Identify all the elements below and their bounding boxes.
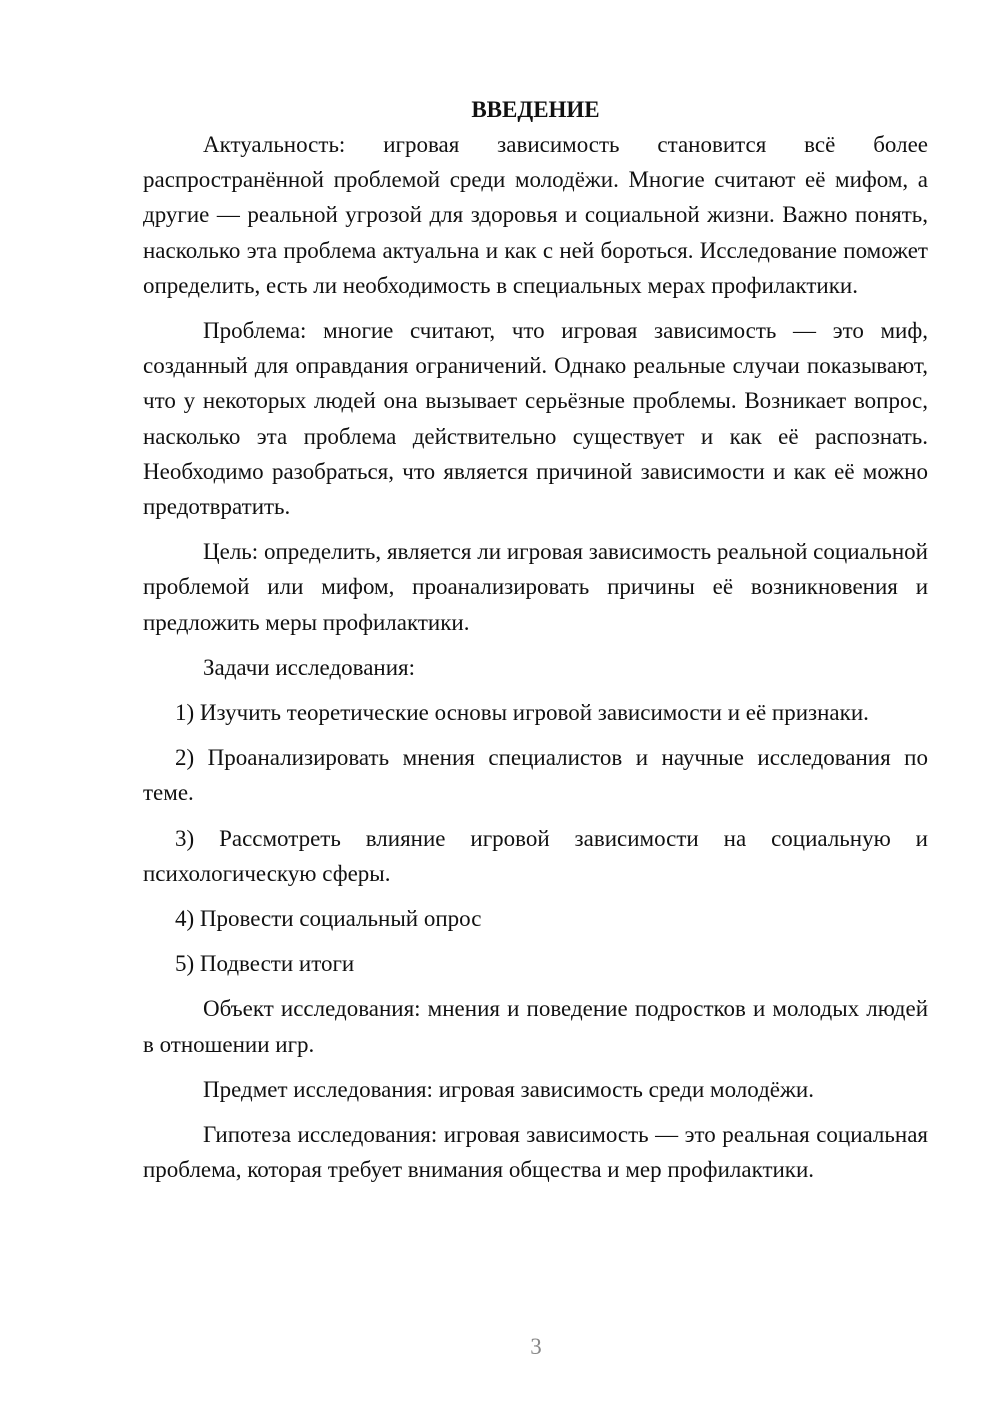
list-item-task-4: 4) Провести социальный опрос xyxy=(175,906,482,932)
paragraph-object: Объект исследования: мнения и поведение подростков и молодых людей в отношении игр. xyxy=(143,996,928,1057)
paragraph-tasks-heading: Задачи исследования: xyxy=(203,654,416,680)
paragraph-goal: Цель: определить, является ли игровая зависимость реальной социальной проблемой или мифом, проанализировать причины её возникновения и предложить меры профилактики. xyxy=(143,539,928,635)
paragraph-hypothesis: Гипотеза исследования: игровая зависимость — это реальная социальная проблема, которая требует внимания общества и мер профилактики. xyxy=(143,1122,928,1183)
list-item-task-3: 3) Рассмотреть влияние игровой зависимости на социальную и психологическую сферы. xyxy=(143,825,928,886)
section-title: ВВЕДЕНИЕ xyxy=(471,97,600,122)
page-number: 3 xyxy=(530,1334,542,1359)
list-item-task-1: 1) Изучить теоретические основы игровой зависимости и её признаки. xyxy=(175,700,869,726)
paragraph-relevance: Актуальность: игровая зависимость становится всё более распространённой проблемой среди молодёжи. Многие считают её мифом, а другие — реальной угрозой для здоровья и социальной жизни. Важно понять, насколько эта проблема актуальна и как с ней бороться. Исследование поможет определить, есть ли необходимость в специальных мерах профилактики. xyxy=(143,132,928,298)
list-item-task-5: 5) Подвести итоги xyxy=(175,951,355,977)
document-page xyxy=(143,92,928,1187)
paragraph-subject: Предмет исследования: игровая зависимость среди молодёжи. xyxy=(203,1076,814,1102)
paragraph-problem: Проблема: многие считают, что игровая зависимость — это миф, созданный для оправдания ограничений. Однако реальные случаи показывают, что у некоторых людей она вызывает серьёзные проблемы. Возникает вопрос, насколько эта проблема действительно существует и как её распознать. Необходимо разобраться, что является причиной зависимости и как её можно предотвратить. xyxy=(143,318,928,520)
list-item-task-2: 2) Проанализировать мнения специалистов и научные исследования по теме. xyxy=(143,745,928,806)
